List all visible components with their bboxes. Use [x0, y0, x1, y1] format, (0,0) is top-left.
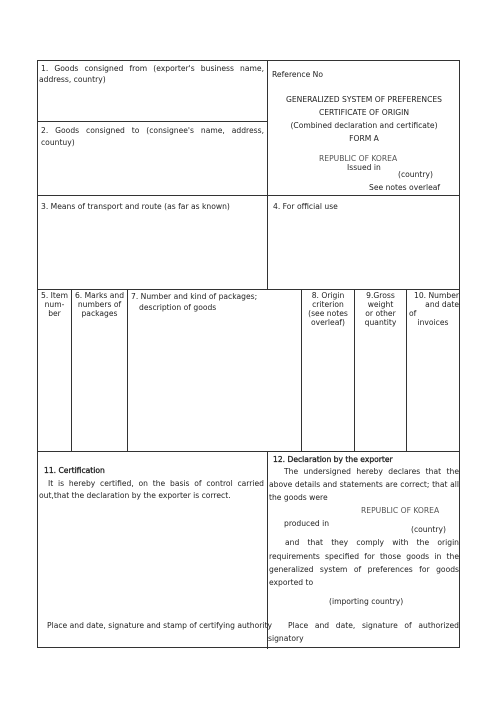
- col8-line3: (see notes: [308, 309, 348, 318]
- title-gsp: GENERALIZED SYSTEM OF PREFERENCES: [286, 95, 442, 104]
- col6-line1: 6. Marks and: [74, 291, 125, 300]
- col8-line4: overleaf): [310, 318, 345, 327]
- box1-label-line1: 1. Goods consigned from (exporter's business name,: [41, 64, 264, 73]
- produced-in: produced in: [284, 519, 330, 528]
- col9-line3: or other: [365, 309, 396, 318]
- divider-columns-bottom: [38, 451, 460, 452]
- declaration-line2: above details and statements are correct; that all: [269, 480, 459, 489]
- col10-header: [407, 291, 459, 327]
- declaration-line1: The undersigned hereby declares that the: [284, 467, 459, 476]
- declaration-line5: requirements specified for those goods in the: [269, 552, 459, 561]
- col10-line2: and date: [425, 300, 459, 309]
- certification-place: Place and date, signature and stamp of certifying authority: [47, 621, 272, 630]
- divider-header-box3: [38, 195, 460, 196]
- certification-text-line2: out,that the declaration by the exporter is correct.: [39, 491, 231, 500]
- header-country: REPUBLIC OF KOREA: [319, 154, 398, 163]
- box4-label: 4. For official use: [273, 202, 338, 211]
- declaration-country: REPUBLIC OF KOREA: [361, 506, 440, 515]
- declaration-line3: the goods were: [269, 493, 328, 502]
- col8-line2: criterion: [312, 300, 344, 309]
- declaration-country-caption: (country): [411, 525, 446, 534]
- certification-text-line1: It is hereby certified, on the basis of control carried: [48, 479, 264, 488]
- col6-header: [72, 291, 127, 318]
- issued-in: Issued in: [347, 163, 381, 172]
- divider-box3-columns: [38, 289, 460, 290]
- col5-line1: 5. Item: [41, 291, 68, 300]
- col6-line3: packages: [81, 309, 118, 318]
- declaration-place-line2: signatory: [268, 634, 304, 643]
- col9-line1: 9.Gross: [366, 291, 395, 300]
- box2-label-text: 2. Goods consigned to (consignee's name, address, countuy): [41, 126, 264, 147]
- col9-line4: quantity: [364, 318, 397, 327]
- col5-line2: num-: [44, 300, 65, 309]
- reference-label: Reference No: [272, 70, 323, 79]
- declaration-place-line1: Place and date, signature of authorized: [288, 621, 459, 630]
- col5-header: [38, 291, 71, 318]
- col8-header: [302, 291, 354, 327]
- certificate-form: [37, 60, 460, 648]
- declaration-line6: generalized system of preferences for goods: [269, 565, 459, 574]
- col9-header: [355, 291, 406, 327]
- see-notes: See notes overleaf: [369, 183, 441, 192]
- divider-box1-box2: [38, 121, 267, 122]
- divider-col6: [127, 289, 128, 451]
- col10-line3: of: [409, 309, 417, 318]
- col6-line2: numbers of: [77, 300, 122, 309]
- subtitle: (Combined declaration and certificate): [290, 121, 438, 130]
- box3-label: 3. Means of transport and route (as far as known): [41, 202, 230, 211]
- col10-line4: invoices: [417, 318, 449, 327]
- col8-line1: 8. Origin: [311, 291, 345, 300]
- col5-line3: ber: [48, 309, 61, 318]
- col10-line1: 10. Number: [414, 291, 459, 300]
- box2-label: [41, 125, 264, 148]
- declaration-line7: exported to: [269, 578, 314, 587]
- col7-line2: description of goods: [139, 303, 217, 312]
- col7-header: [131, 291, 301, 313]
- importing-country: (importing country): [329, 597, 404, 606]
- certification-title: 11. Certification: [44, 466, 105, 475]
- form-a: FORM A: [349, 134, 379, 143]
- col7-line1: 7. Number and kind of packages;: [131, 292, 258, 301]
- box1-label-line2: address, country): [39, 75, 106, 84]
- header-country-caption: (country): [398, 170, 433, 179]
- title-certificate: CERTIFICATE OF ORIGIN: [318, 108, 410, 117]
- col9-line2: weight: [367, 300, 394, 309]
- declaration-title: 12. Declaration by the exporter: [273, 455, 393, 464]
- declaration-line4: and that they comply with the origin: [285, 538, 459, 547]
